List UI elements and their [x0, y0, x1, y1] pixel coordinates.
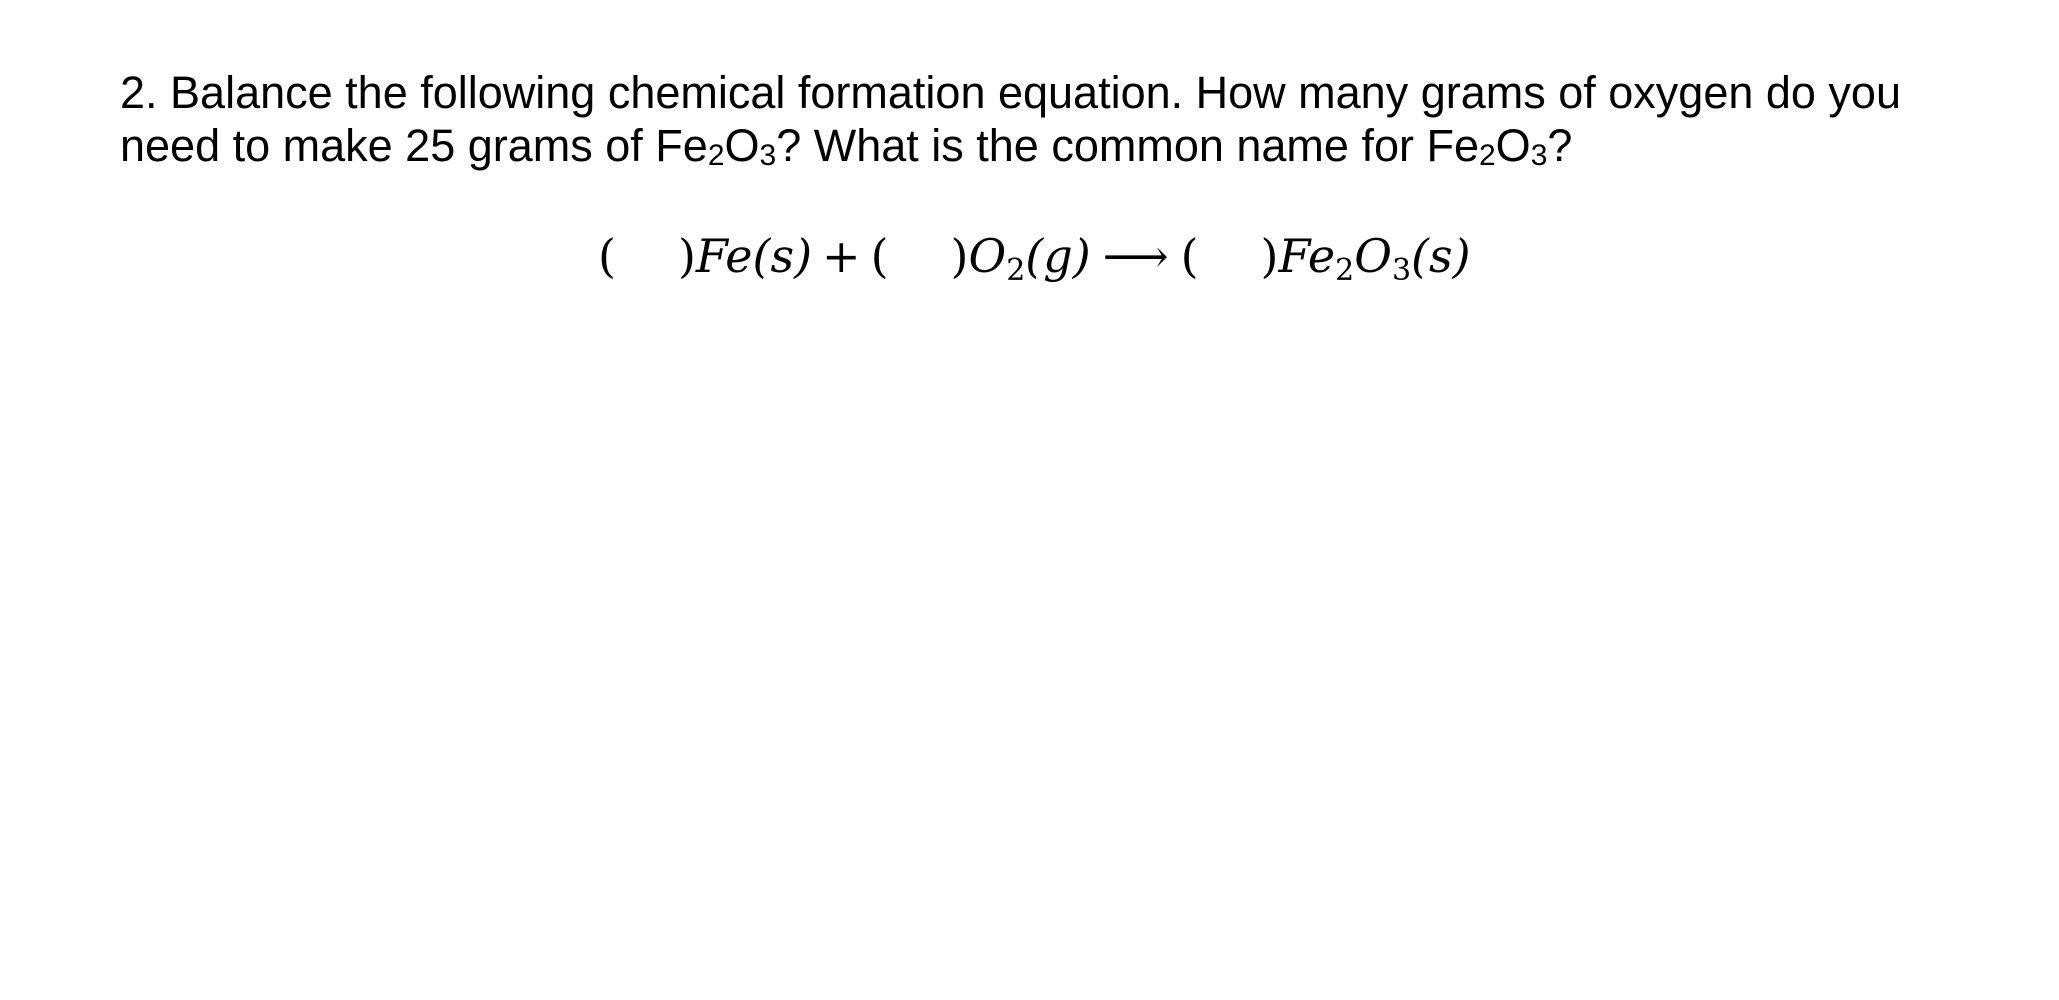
state-solid: (s) [752, 229, 813, 283]
coefficient-close-paren: ) [950, 229, 969, 283]
question-text-part4: O [1495, 120, 1531, 171]
question-text [120, 66, 1940, 172]
reactant-fe: Fe [695, 229, 753, 283]
product-o: O [1354, 229, 1392, 283]
state-solid: (s) [1411, 229, 1471, 283]
question-text-part5: ? [1547, 120, 1573, 171]
reactant-o: O [968, 229, 1007, 283]
question-number: 2. [120, 67, 158, 118]
subscript-3: 3 [759, 139, 777, 172]
coefficient-open-paren: ( [598, 229, 616, 283]
coefficient-close-paren: ) [677, 229, 696, 283]
question-text-part3: ? What is the common name for Fe [776, 120, 1479, 171]
subscript-2: 2 [1478, 139, 1496, 172]
coefficient-open-paren: ( [870, 229, 889, 283]
question-text-part1: Balance the following chemical formation equation. How many grams of oxygen do you need to make 25 grams of Fe [120, 67, 1901, 171]
reactant-o-subscript: 2 [1006, 253, 1026, 288]
product-fe: Fe [1278, 229, 1336, 283]
product-o-subscript: 3 [1391, 253, 1412, 288]
state-gas: (g) [1025, 229, 1091, 283]
reaction-arrow-icon: ⟶ [1102, 229, 1169, 283]
plus-sign: + [822, 229, 861, 283]
coefficient-open-paren: ( [1180, 229, 1199, 283]
coefficient-close-paren: ) [1260, 229, 1279, 283]
chemical-equation [598, 226, 1471, 286]
subscript-3: 3 [1530, 139, 1548, 172]
product-fe-subscript: 2 [1335, 253, 1355, 288]
question-text-part2: O [724, 120, 760, 171]
subscript-2: 2 [707, 139, 725, 172]
